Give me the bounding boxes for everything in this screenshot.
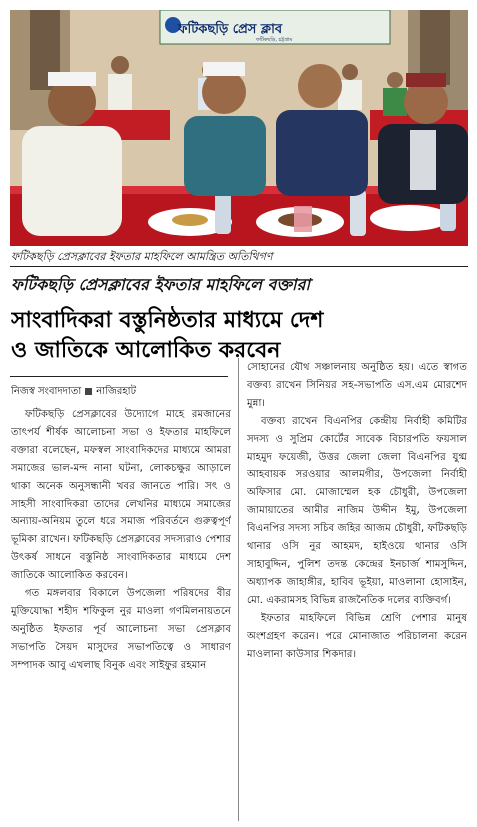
separator-square-icon <box>85 388 92 395</box>
paragraph: গত মঙ্গলবার বিকালে উপজেলা পরিষদের বীর মুক্তিযোদ্ধা শহীদ শফিকুল নুর মাওলা গণমিলনায়তনে অনুষ্ঠিত ইফতার পূর্ব আলোচনা সভা প্রেসক্লাব সভাপতি সৈয়দ মাসুদের সভাপতিত্বে ও সাধারণ সম্পাদক আবু এখলাছ বিনুক এবং সাইফুর রহমান <box>11 588 231 671</box>
headline-line-2: ও জাতিকে আলোকিত করবেন <box>11 338 281 363</box>
dateline-location: নাজিরহাট <box>96 386 137 397</box>
column-divider <box>238 358 239 821</box>
paragraph: সোহানের যৌথ সঞ্চালনায় অনুষ্ঠিত হয়। এতে স্বাগত বক্তব্য রাখেন সিনিয়র সহ-সভাপতি এস.এম মোরশেদ মুন্না। <box>247 362 467 409</box>
article-column-left <box>11 406 231 822</box>
banner-subtitle: ফটিকছড়ি, চট্টগ্রাম <box>256 37 293 43</box>
article-column-right <box>247 359 467 822</box>
photo-caption: ফটিকছড়ি প্রেসক্লাবের ইফতার মাহফিলে আমন্ত্রিত অতিথিগণ <box>11 250 273 263</box>
paragraph: বক্তব্য রাখেন বিএনপির কেন্দ্রীয় নির্বাহী কমিটির সদস্য ও সুপ্রিম কোর্টের সাবেক বিচারপতি ফয়সাল মাহমুদ ফয়েজী, উত্তর জেলা জেলা বিএনপির যুগ্ম আহবায়ক সরওয়ার আলমগীর, উপজেলা নির্বাহী অফিসার মো. মোজাম্মেল হক চৌধুরী, উপজেলা জামায়াতের আমীর নাজিম উদ্দীন ইমু, উপজেলা বিএনপির সদস্য সচিব জহির আজম চৌধুরী, ফটিকছড়ি থানার ওসি নুর আহমদ, হাইওয়ে থানার ওসি সাহাবুদ্দিন, পুলিশ তদন্ত কেন্দ্রের ইনচার্জ শামসুদ্দিন, অধ্যাপক জাহাঙ্গীর, হাবিব ভূইয়া, মাওলানা হোসাইন, মো. একরামসহ বিভিন্ন রাজনৈতিক দলের ব্যক্তিবর্গ। <box>247 415 467 606</box>
headline-line-1: সাংবাদিকরা বস্তুনিষ্ঠতার মাধ্যমে দেশ <box>11 308 324 333</box>
byline <box>11 384 216 401</box>
byline-divider <box>10 376 228 377</box>
kicker-headline: ফটিকছড়ি প্রেসক্লাবের ইফতার মাহফিলে বক্তারা <box>11 275 311 294</box>
reporter-name: নিজস্ব সংবাদদাতা <box>11 386 82 397</box>
event-photo <box>10 10 468 246</box>
caption-divider <box>10 266 468 267</box>
main-headline <box>11 306 467 366</box>
paragraph: ইফতার মাহফিলে বিভিন্ন শ্রেণি পেশার মানুষ অংশগ্রহণ করেন। পরে মোনাজাত পরিচালনা করেন মাওলানা কাউসার শিকদার। <box>247 612 467 660</box>
banner-title: ফটিকছড়ি প্রেস ক্লাব <box>178 22 283 37</box>
paragraph: ফটিকছড়ি প্রেসক্লাবের উদ্যোগে মাহে রমজানের তাৎপর্য শীর্ষক আলোচনা সভা ও ইফতার মাহফিলে বক্তারা বলেছেন, মফস্বল সাংবাদিকদের মাধ্যমে আমরা সমাজের ভাল-মন্দ নানা ঘটনা, লোকচক্ষুর আড়ালে থাকা অনেক অনুসন্ধানী খবর জানতে পারি। সৎ ও সাহসী সাংবাদিকরা তাদের লেখনির মাধ্যমে সমাজের অন্যায়-অনিয়ম তুলে ধরে সমাজ পরিবর্তনে গুরুত্বপূর্ণ ভূমিকা রাখেন। ফটিকছড়ি প্রেসক্লাবের সদস্যরাও পেশার উৎকর্ষ সাধনে বস্তুনিষ্ঠ সাংবাদিকতার মাধ্যমে দেশ জাতিকে আলোকিত করবেন। <box>11 409 231 582</box>
